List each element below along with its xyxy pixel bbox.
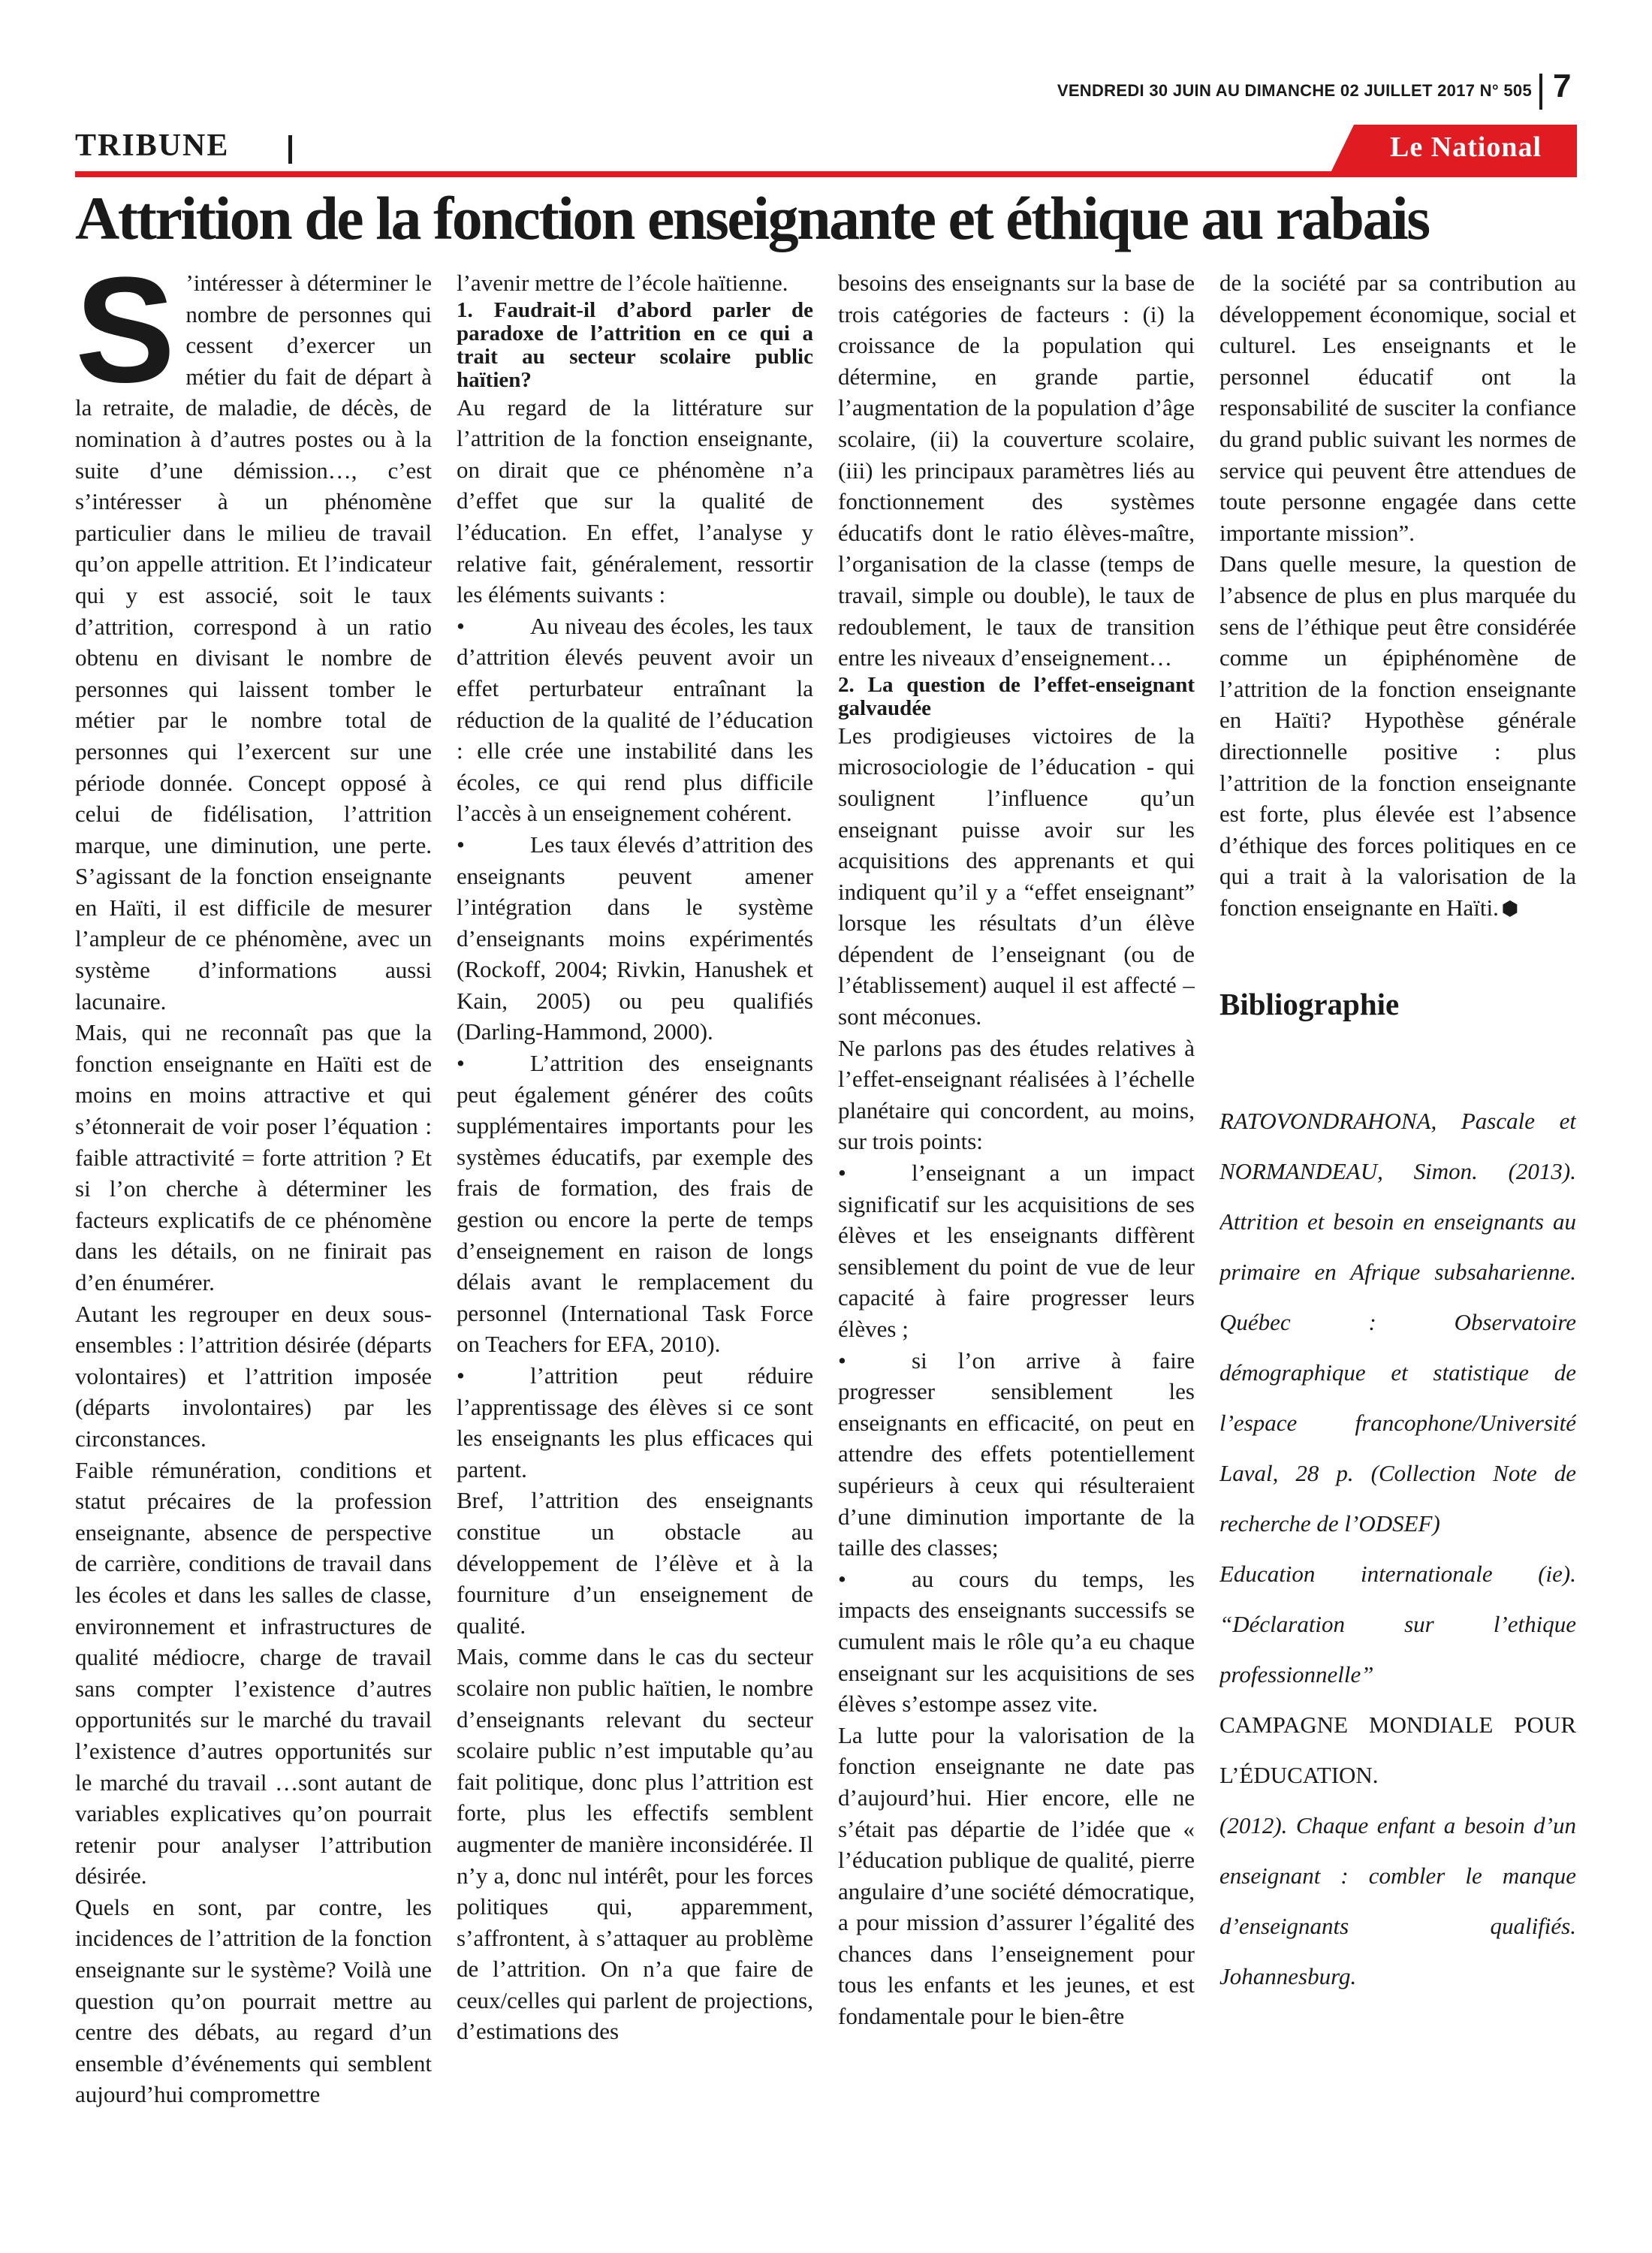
bullet-icon: • <box>457 1362 465 1389</box>
dateline: VENDREDI 30 JUIN AU DIMANCHE 02 JUILLET 2017 N° 505 <box>1057 81 1532 100</box>
paragraph-text: Dans quelle mesure, la question de l’absence de plus en plus marquée du sens de l’éthique peut être considérée comme un épiphénomène de l’attrition de la fonction enseignante en Haïti? Hypothèse générale directionnelle positive : plus l’attrition de la fonction enseignante est forte, plus élevée est l’absence d’éthique des forces politiques en ce qui a trait à la valorisation de la fonction enseignante en Haïti. <box>1219 550 1576 921</box>
subheading-1: 1. Faudrait-il d’abord parler de paradoxe de l’attrition en ce qui a trait au secteur scolaire public haïtien? <box>457 297 813 392</box>
bullet-icon: • <box>457 612 465 639</box>
bullet-text: Les taux élevés d’attrition des enseignants peuvent amener l’intégration dans le système d’enseignants moins expérimentés (Rockoff, 2004; Rivkin, Hanushek et Kain, 2005) ou peu qualifiés (Darling-Hammond, 2000). <box>457 831 813 1045</box>
paragraph: besoins des enseignants sur la base de trois catégories de facteurs : (i) la croissance de la population qui détermine, en grande partie, l’augmentation de la population d’âge scolaire, (ii) la couverture scolaire, (iii) les principaux paramètres liés au fonctionnement des systèmes éducatifs dont le ratio élèves-maître, l’organisation de la classe (temps de travail, simple ou double), le taux de redoublement, le taux de transition entre les niveaux d’enseignement… <box>838 270 1195 671</box>
paragraph: Ne parlons pas des études relatives à l’effet-enseignant réalisées à l’échelle planétaire qui concordent, au moins, sur trois points: <box>838 1034 1195 1155</box>
paragraph: l’avenir mettre de l’école haïtienne. <box>457 270 788 296</box>
bullet-icon: • <box>457 831 465 858</box>
paragraph: Au regard de la littérature sur l’attrition de la fonction enseignante, on dirait que ce phénomène n’a d’effet que sur la qualité de l’éducation. En effet, l’analyse y relative fait, généralement, ressortir les éléments suivants : <box>457 394 813 608</box>
section-divider <box>288 135 292 164</box>
section-label: TRIBUNE <box>75 128 230 163</box>
bibliography-entry: (2012). Chaque enfant a besoin d’un enseignant : combler le manque d’enseignants qualifiés. Johannesburg. <box>1219 1812 1576 1990</box>
bullet-icon: • <box>457 1050 465 1077</box>
end-mark-icon <box>1502 900 1518 917</box>
publication-name: Le National <box>1389 131 1542 163</box>
bullet-text: Au niveau des écoles, les taux d’attrition élevés peuvent avoir un effet perturbateur entraînant la réduction de la qualité de l’éducation : elle crée une instabilité dans les écoles, ce qui rend plus difficile l’accès à un enseignement cohérent. <box>457 612 813 827</box>
article-column-1 <box>75 267 432 2190</box>
paragraph: Quels en sont, par contre, les incidences de l’attrition de la fonction enseignante sur le système? Voilà une question qu’on pourrait mettre au centre des débats, au regard d’un ensemble d’événements qui semblent aujourd’hui compromettre <box>75 1893 432 2108</box>
bullet-text: si l’on arrive à faire progresser sensiblement les enseignants en efficacité, on peut en attendre des effets potentiellement supérieurs à ceux qui résulteraient d’une diminution importante de la taille des classes; <box>838 1347 1195 1561</box>
bullet-text: l’enseignant a un impact significatif sur les acquisitions de ses élèves et les enseignants diffèrent sensiblement du point de vue de leur capacité à faire progresser leurs élèves ; <box>838 1160 1195 1342</box>
article-column-3 <box>838 267 1195 2190</box>
bullet-list <box>838 1157 1195 1720</box>
bullet-icon: • <box>838 1160 846 1187</box>
bibliography-title: Bibliographie <box>1219 987 1400 1022</box>
bibliography-entry: CAMPAGNE MONDIALE POUR L’ÉDUCATION. <box>1219 1712 1576 1789</box>
article-column-2 <box>457 267 813 2190</box>
bullet-item <box>838 1157 1195 1345</box>
page-number: 7 <box>1553 68 1572 104</box>
paragraph: ’intéresser à déterminer le nombre de personnes qui cessent d’exercer un métier du fait de départ à la retraite, de maladie, de décès, de nomination à d’autres postes ou à la suite d’une démission…, c’est s’intéresser à un phénomène particulier dans le milieu de travail qu’on appelle attrition. Et l’indicateur qui y est associé, soit le taux d’attrition, correspond à un ratio obtenu en divisant le nombre de personnes qui laissent tomber le métier par le nombre total de personnes qui l’exercent sur une période donnée. Concept opposé à celui de fidélisation, l’attrition marque, une diminution, une perte. S’agissant de la fonction enseignante en Haïti, il est difficile de mesurer l’ampleur de ce phénomène, avec un système d’informations aussi lacunaire. <box>75 270 432 1015</box>
article-column-4 <box>1219 267 1576 2190</box>
bullet-icon: • <box>838 1565 846 1592</box>
bullet-item <box>838 1345 1195 1564</box>
bullet-item <box>838 1564 1195 1720</box>
paragraph: Mais, comme dans le cas du secteur scolaire non public haïtien, le nombre d’enseignants relevant du secteur scolaire public n’est imputable qu’au fait politique, donc plus l’attrition est forte, plus les effectifs semblent augmenter de manière inconsidérée. Il n’y a, donc nul intérêt, pour les forces politiques qui, apparemment, s’affrontent, à s’attaquer au problème de l’attrition. On n’a que faire de ceux/celles qui parlent de projections, d’estimations des <box>457 1643 813 2045</box>
bullet-text: au cours du temps, les impacts des enseignants successifs se cumulent mais le rôle qu’a eu chaque enseignant sur les acquisitions de ses élèves s’estompe assez vite. <box>838 1565 1195 1718</box>
paragraph: Les prodigieuses victoires de la microsociologie de l’éducation - qui soulignent l’influence qu’un enseignant puisse avoir sur les acquisitions des apprenants et qui indiquent qu’il y a “effet enseignant” lorsque les résultats d’un élève dépendent de l’enseignant (ou de l’établissement) auquel il est affecté – sont méconues. <box>838 722 1195 1030</box>
bullet-list <box>457 611 813 1485</box>
drop-cap: S <box>75 267 176 414</box>
bibliography-entry: RATOVONDRAHONA, Pascale et NORMANDEAU, Simon. (2013). Attrition et besoin en enseignants au primaire en Afrique subsaharienne. Québec : Observatoire démographique et statistique de l’espace francophone/Université Laval, 28 p. (Collection Note de recherche de l’ODSEF) <box>1219 1108 1576 1537</box>
bullet-item <box>457 611 813 829</box>
bibliography-list <box>1219 1096 1576 2001</box>
page-number-divider <box>1539 74 1542 110</box>
paragraph: La lutte pour la valorisation de la fonction enseignante ne date pas d’aujourd’hui. Hier encore, elle ne s’était pas départie de l’idée que « l’éducation publique de qualité, pierre angulaire d’une société démocratique, a pour mission d’assurer l’égalité des chances dans l’enseignement pour tous les enfants et les jeunes, et est fondamentale pour le bien-être <box>838 1721 1195 2030</box>
paragraph <box>1219 548 1576 923</box>
bullet-text: L’attrition des enseignants peut également générer des coûts supplémentaires importants pour les systèmes éducatifs, par exemple des frais de formation, des frais de gestion ou encore la perte de temps d’enseignement en raison de longs délais avant le remplacement du personnel (International Task Force on Teachers for EFA, 2010). <box>457 1050 813 1358</box>
paragraph: Mais, qui ne reconnaît pas que la fonction enseignante en Haïti est de moins en moins attractive et qui s’étonnerait de voir poser l’équation : faible attractivité = forte attrition ? Et si l’on cherche à déterminer les facteurs explicatifs de ce phénomène dans les détails, on ne finirait pas d’en énumérer. <box>75 1019 432 1295</box>
paragraph: de la société par sa contribution au développement économique, social et culturel. Les enseignants et le personnel éducatif ont la responsabilité de susciter la confiance du grand public suivant les normes de service qui peuvent être attendues de toute personne engagée dans cette importante mission”. <box>1219 270 1576 546</box>
paragraph: Bref, l’attrition des enseignants constitue un obstacle au développement de l’élève et à la fourniture d’un enseignement de qualité. <box>457 1487 813 1639</box>
paragraph: Autant les regrouper en deux sous-ensembles : l’attrition désirée (départs volontaires) et l’attrition imposée (départs involontaires) par les circonstances. <box>75 1300 432 1452</box>
bullet-item <box>457 1360 813 1485</box>
bullet-text: l’attrition peut réduire l’apprentissage des élèves si ce sont les enseignants les plus efficaces qui partent. <box>457 1362 813 1482</box>
subheading-2: 2. La question de l’effet-enseignant galvaudée <box>838 672 1195 720</box>
bullet-item <box>457 829 813 1048</box>
bullet-item <box>457 1048 813 1360</box>
paragraph: Faible rémunération, conditions et statut précaires de la profession enseignante, absence de perspective de carrière, conditions de travail dans les écoles et dans les salles de classe, environnement et infrastructures de qualité médiocre, charge de travail sans compter l’existence d’autres opportunités sur le marché du travail l’existence d’autres opportunités sur le marché du travail …sont autant de variables explicatives qu’on pourrait retenir pour analyser l’attribution désirée. <box>75 1456 432 1890</box>
article-title: Attrition de la fonction enseignante et éthique au rabais <box>75 184 1429 252</box>
bullet-icon: • <box>838 1347 846 1374</box>
bibliography-entry: Education internationale (ie). “Déclaration sur l’ethique professionnelle” <box>1219 1561 1576 1688</box>
